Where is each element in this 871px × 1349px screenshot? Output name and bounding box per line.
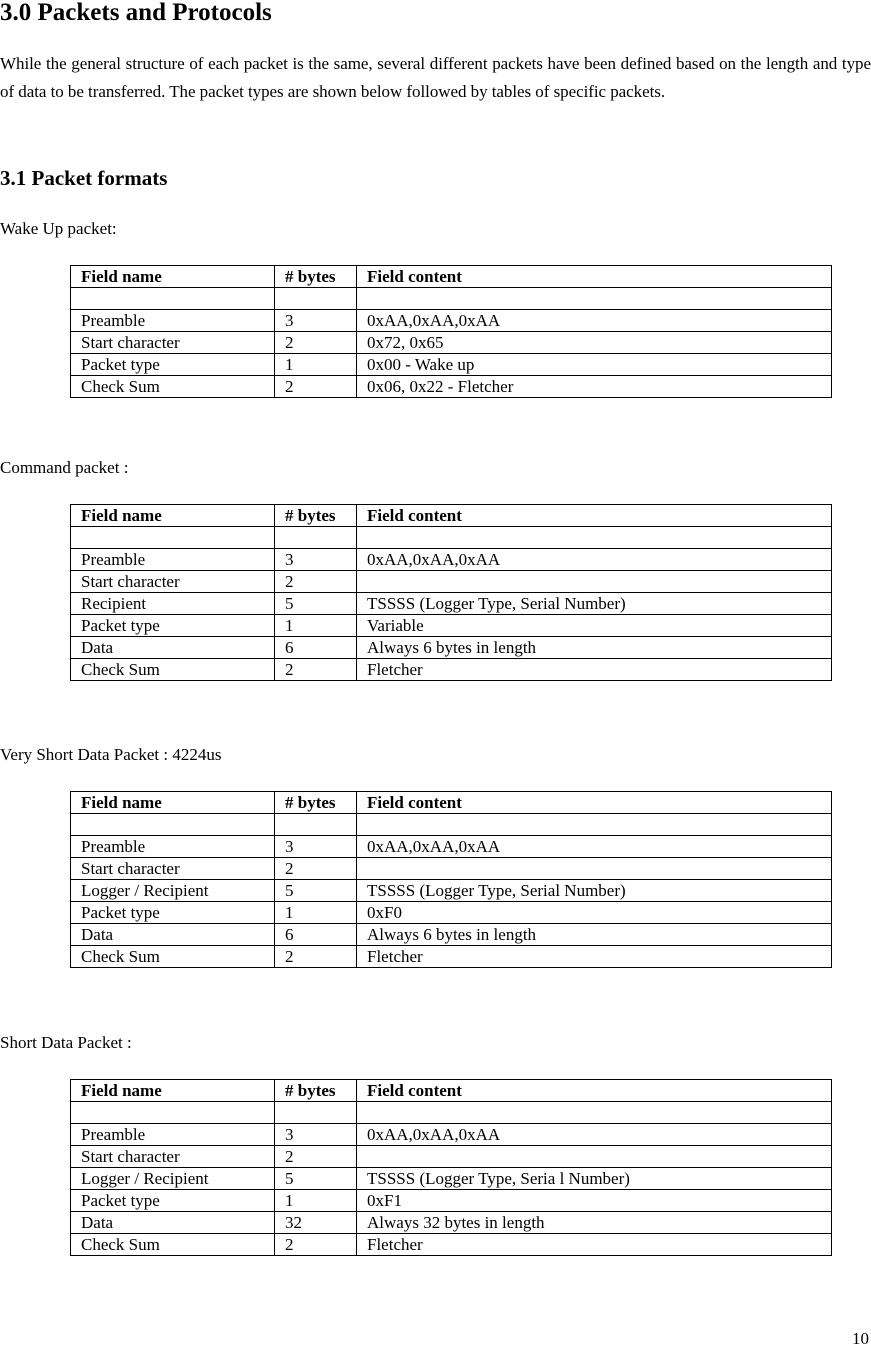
field-name-cell: Preamble: [71, 549, 275, 571]
field-content-cell: Always 6 bytes in length: [357, 924, 832, 946]
field-name-cell: Data: [71, 1212, 275, 1234]
header-field-content: Field content: [357, 792, 832, 814]
field-content-cell: Variable: [357, 615, 832, 637]
field-name-cell: Data: [71, 637, 275, 659]
wake-up-packet-table: [70, 265, 832, 398]
bytes-cell: [275, 814, 357, 836]
table-row: [71, 332, 832, 354]
bytes-cell: 1: [275, 615, 357, 637]
field-name-cell: Start character: [71, 332, 275, 354]
bytes-cell: 2: [275, 1234, 357, 1256]
bytes-cell: 6: [275, 924, 357, 946]
bytes-cell: 1: [275, 902, 357, 924]
table-row: [71, 1146, 832, 1168]
bytes-cell: 3: [275, 836, 357, 858]
short-data-packet-label: Short Data Packet :: [0, 1033, 132, 1052]
table-row: [71, 902, 832, 924]
field-name-cell: Packet type: [71, 902, 275, 924]
field-content-cell: 0xAA,0xAA,0xAA: [357, 1124, 832, 1146]
table-row: [71, 1124, 832, 1146]
header-field-content: Field content: [357, 266, 832, 288]
field-name-cell: Logger / Recipient: [71, 1168, 275, 1190]
field-name-cell: Preamble: [71, 310, 275, 332]
field-content-cell: 0x72, 0x65: [357, 332, 832, 354]
field-name-cell: Start character: [71, 571, 275, 593]
header-bytes: # bytes: [275, 792, 357, 814]
field-content-cell: 0xF0: [357, 902, 832, 924]
field-content-cell: Fletcher: [357, 946, 832, 968]
field-content-cell: [357, 571, 832, 593]
table-row: [71, 354, 832, 376]
wake-up-packet-label: Wake Up packet:: [0, 219, 117, 238]
field-name-cell: Packet type: [71, 354, 275, 376]
bytes-cell: 2: [275, 858, 357, 880]
field-name-cell: [71, 527, 275, 549]
bytes-cell: 6: [275, 637, 357, 659]
field-name-cell: Start character: [71, 858, 275, 880]
header-bytes: # bytes: [275, 1080, 357, 1102]
table-row: [71, 814, 832, 836]
very-short-data-packet-table: [70, 791, 832, 968]
header-field-content: Field content: [357, 1080, 832, 1102]
command-packet-label: Command packet :: [0, 458, 129, 477]
field-content-cell: [357, 527, 832, 549]
table-header-row: [71, 266, 832, 288]
bytes-cell: 3: [275, 549, 357, 571]
bytes-cell: 2: [275, 332, 357, 354]
field-content-cell: [357, 858, 832, 880]
header-field-name: Field name: [71, 1080, 275, 1102]
bytes-cell: 2: [275, 659, 357, 681]
table-row: [71, 310, 832, 332]
table-row: [71, 659, 832, 681]
field-content-cell: TSSSS (Logger Type, Serial Number): [357, 880, 832, 902]
bytes-cell: 5: [275, 593, 357, 615]
bytes-cell: [275, 1102, 357, 1124]
table-header-row: [71, 505, 832, 527]
header-bytes: # bytes: [275, 505, 357, 527]
table-row: [71, 376, 832, 398]
header-field-name: Field name: [71, 792, 275, 814]
bytes-cell: 3: [275, 1124, 357, 1146]
table-row: [71, 880, 832, 902]
field-content-cell: Fletcher: [357, 1234, 832, 1256]
table-row: [71, 1168, 832, 1190]
field-content-cell: 0x06, 0x22 - Fletcher: [357, 376, 832, 398]
field-content-cell: [357, 1146, 832, 1168]
header-bytes: # bytes: [275, 266, 357, 288]
very-short-data-packet-label: Very Short Data Packet : 4224us: [0, 745, 222, 764]
field-name-cell: Packet type: [71, 1190, 275, 1212]
field-content-cell: [357, 1102, 832, 1124]
table-row: [71, 615, 832, 637]
field-content-cell: Always 32 bytes in length: [357, 1212, 832, 1234]
bytes-cell: 1: [275, 1190, 357, 1212]
bytes-cell: 1: [275, 354, 357, 376]
header-field-name: Field name: [71, 266, 275, 288]
header-field-name: Field name: [71, 505, 275, 527]
table-row: [71, 836, 832, 858]
field-name-cell: Check Sum: [71, 946, 275, 968]
subsection-heading: 3.1 Packet formats: [0, 166, 168, 190]
field-content-cell: 0x00 - Wake up: [357, 354, 832, 376]
table-row: [71, 924, 832, 946]
field-name-cell: Check Sum: [71, 1234, 275, 1256]
bytes-cell: 3: [275, 310, 357, 332]
field-content-cell: 0xAA,0xAA,0xAA: [357, 549, 832, 571]
field-name-cell: Check Sum: [71, 376, 275, 398]
field-content-cell: Always 6 bytes in length: [357, 637, 832, 659]
field-name-cell: Recipient: [71, 593, 275, 615]
field-name-cell: [71, 288, 275, 310]
field-name-cell: Data: [71, 924, 275, 946]
field-content-cell: 0xF1: [357, 1190, 832, 1212]
table-row: [71, 593, 832, 615]
field-content-cell: TSSSS (Logger Type, Serial Number): [357, 593, 832, 615]
field-name-cell: Start character: [71, 1146, 275, 1168]
field-content-cell: 0xAA,0xAA,0xAA: [357, 310, 832, 332]
table-row: [71, 946, 832, 968]
bytes-cell: 2: [275, 571, 357, 593]
bytes-cell: 5: [275, 1168, 357, 1190]
header-field-content: Field content: [357, 505, 832, 527]
field-name-cell: [71, 814, 275, 836]
table-row: [71, 1102, 832, 1124]
page-number: 10: [852, 1329, 869, 1348]
field-name-cell: Packet type: [71, 615, 275, 637]
bytes-cell: [275, 527, 357, 549]
field-content-cell: [357, 288, 832, 310]
table-row: [71, 527, 832, 549]
short-data-packet-table: [70, 1079, 832, 1256]
bytes-cell: 2: [275, 946, 357, 968]
table-row: [71, 1212, 832, 1234]
command-packet-table: [70, 504, 832, 681]
bytes-cell: 2: [275, 1146, 357, 1168]
field-content-cell: Fletcher: [357, 659, 832, 681]
table-row: [71, 637, 832, 659]
table-header-row: [71, 1080, 832, 1102]
bytes-cell: 2: [275, 376, 357, 398]
field-content-cell: TSSSS (Logger Type, Seria l Number): [357, 1168, 832, 1190]
table-row: [71, 858, 832, 880]
field-name-cell: Logger / Recipient: [71, 880, 275, 902]
bytes-cell: 32: [275, 1212, 357, 1234]
bytes-cell: 5: [275, 880, 357, 902]
table-row: [71, 288, 832, 310]
field-name-cell: Preamble: [71, 836, 275, 858]
field-name-cell: [71, 1102, 275, 1124]
table-row: [71, 571, 832, 593]
table-row: [71, 1234, 832, 1256]
table-header-row: [71, 792, 832, 814]
intro-paragraph: While the general structure of each packet is the same, several different packets have been defined based on the length and type of data to be transferred. The packet types are shown below followed by tables of specific packets.: [0, 54, 871, 101]
table-row: [71, 549, 832, 571]
field-name-cell: Preamble: [71, 1124, 275, 1146]
section-heading: 3.0 Packets and Protocols: [0, 0, 272, 26]
table-row: [71, 1190, 832, 1212]
bytes-cell: [275, 288, 357, 310]
field-content-cell: [357, 814, 832, 836]
field-content-cell: 0xAA,0xAA,0xAA: [357, 836, 832, 858]
field-name-cell: Check Sum: [71, 659, 275, 681]
